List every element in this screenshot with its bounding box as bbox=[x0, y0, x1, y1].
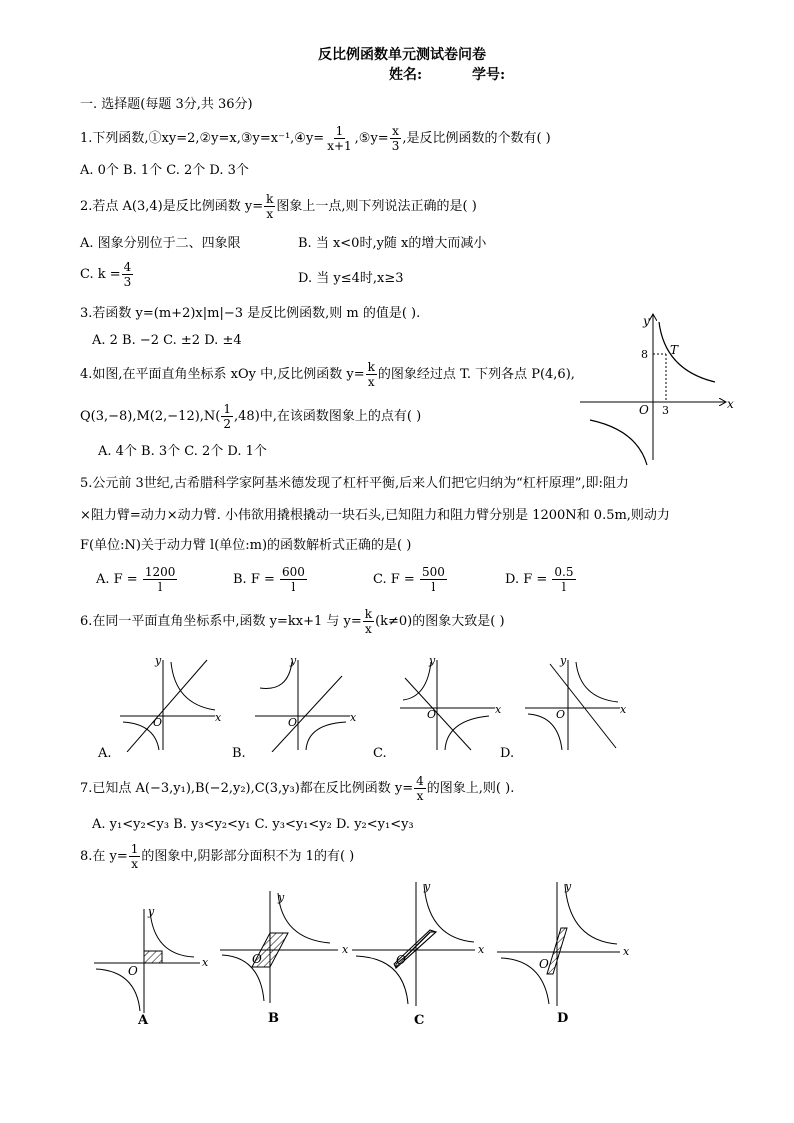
q4-x-label: x bbox=[727, 397, 734, 411]
page-title: 反比例函数单元测试卷问卷 bbox=[318, 47, 486, 63]
q5-optb-den: l bbox=[291, 580, 296, 594]
q6-label-c: C. bbox=[373, 746, 387, 761]
q6-label-a: A. bbox=[98, 746, 112, 761]
svg-text:O: O bbox=[288, 716, 298, 729]
q8-frac-num: 1 bbox=[130, 842, 139, 856]
q7-fraction bbox=[414, 774, 426, 803]
q2-option-c bbox=[80, 260, 134, 290]
q7-text-pre: 7.已知点 A(−3,y₁),B(−2,y₂),C(3,y₃)都在反比例函数 y= bbox=[80, 781, 414, 796]
q6-label-d: D. bbox=[500, 746, 515, 761]
q5-optb-fraction bbox=[280, 565, 307, 594]
q4-origin-label: O bbox=[639, 403, 649, 417]
q2-optc-fraction bbox=[122, 260, 134, 289]
q8-fraction bbox=[129, 842, 141, 871]
q8-graph-a bbox=[92, 895, 222, 1015]
q1-text-mid: ,⑤y= bbox=[354, 131, 389, 146]
svg-text:y: y bbox=[424, 880, 431, 893]
q1-text-post: ,是反比例函数的个数有( ) bbox=[402, 131, 551, 146]
q4-line-2 bbox=[80, 400, 421, 434]
q5-line-2: ×阻力臂=动力×动力臂. 小伟欲用撬根撬动一块石头,已知阻力和阻力臂分别是 1200N和 0.5m,则动力 bbox=[80, 508, 670, 523]
q5-optd-label: D. F = bbox=[505, 572, 548, 587]
q8-graph-c bbox=[350, 878, 490, 1008]
svg-text:y: y bbox=[278, 891, 285, 904]
q5-opta-fraction bbox=[143, 565, 178, 594]
question-1 bbox=[80, 122, 551, 156]
q8-text-pre: 8.在 y= bbox=[80, 849, 128, 864]
q5-option-c bbox=[373, 563, 448, 597]
svg-text:O: O bbox=[427, 708, 437, 721]
svg-text:x: x bbox=[495, 703, 502, 716]
name-label: 姓名: bbox=[389, 67, 423, 83]
q5-optb-label: B. F = bbox=[233, 572, 275, 587]
q1-text-pre: 1.下列函数,①xy=2,②y=x,③y=x⁻¹,④y= bbox=[80, 131, 325, 146]
q4-curve-q3 bbox=[590, 420, 647, 465]
q6-graph-c bbox=[395, 652, 505, 752]
q1-fraction-2 bbox=[390, 124, 402, 153]
q4-line2-den: 2 bbox=[223, 417, 232, 431]
svg-text:x: x bbox=[215, 711, 222, 724]
q1-fraction-1 bbox=[325, 124, 353, 153]
q2-optc-den: 3 bbox=[123, 275, 132, 289]
section-heading: 一. 选择题(每题 3分,共 36分) bbox=[80, 97, 253, 112]
q4-frac-den: x bbox=[367, 375, 375, 389]
question-2 bbox=[80, 192, 477, 222]
q8-label-c: C bbox=[414, 1013, 425, 1028]
q1-options: A. 0个 B. 1个 C. 2个 D. 3个 bbox=[80, 163, 249, 178]
q2-option-d: D. 当 y≤4时,x≥3 bbox=[298, 271, 404, 286]
q6-frac-den: x bbox=[365, 622, 372, 636]
q2-frac-num: k bbox=[266, 192, 274, 206]
q5-optb-num: 600 bbox=[282, 565, 305, 579]
question-4 bbox=[80, 358, 575, 392]
svg-text:y: y bbox=[290, 654, 297, 667]
svg-text:x: x bbox=[620, 703, 627, 716]
q5-optc-num: 500 bbox=[421, 565, 445, 579]
question-8 bbox=[80, 840, 354, 874]
q5-optc-den: l bbox=[431, 580, 436, 594]
q5-line-3: F(单位:N)关于动力臂 l(单位:m)的函数解析式正确的是( ) bbox=[80, 538, 412, 553]
q5-opta-label: A. F = bbox=[96, 572, 138, 587]
svg-text:x: x bbox=[478, 943, 485, 956]
question-6 bbox=[80, 605, 505, 639]
q4-options: A. 4个 B. 3个 C. 2个 D. 1个 bbox=[98, 444, 267, 459]
svg-text:y: y bbox=[148, 905, 155, 918]
svg-text:x: x bbox=[342, 943, 349, 956]
q6-text-post: (k≠0)的图象大致是( ) bbox=[375, 614, 505, 629]
q1-frac-den: x+1 bbox=[327, 139, 352, 153]
svg-text:O: O bbox=[128, 964, 138, 978]
q5-option-d bbox=[505, 563, 577, 597]
q6-label-b: B. bbox=[232, 746, 246, 761]
q5-optc-label: C. F = bbox=[373, 572, 415, 587]
q4-y-label: y bbox=[643, 314, 650, 328]
q4-frac-num: k bbox=[367, 360, 375, 374]
q8-label-b: B bbox=[268, 1011, 279, 1026]
q4-line2-post: ,48)中,在该函数图象上的点有( ) bbox=[234, 409, 422, 424]
q5-option-a bbox=[96, 563, 178, 597]
q2-text-pre: 2.若点 A(3,4)是反比例函数 y= bbox=[80, 199, 264, 214]
id-label: 学号: bbox=[472, 67, 506, 83]
q1-frac2-num: x bbox=[392, 124, 399, 138]
svg-text:y: y bbox=[155, 654, 162, 667]
svg-text:x: x bbox=[202, 956, 209, 969]
svg-text:x: x bbox=[623, 945, 630, 958]
svg-text:O: O bbox=[539, 957, 549, 971]
q4-text-pre: 4.如图,在平面直角坐标系 xOy 中,反比例函数 y= bbox=[80, 367, 365, 382]
q6-text-pre: 6.在同一平面直角坐标系中,函数 y=kx+1 与 y= bbox=[80, 614, 362, 629]
svg-text:O: O bbox=[252, 952, 262, 966]
q7-text-post: 的图象上,则( ). bbox=[426, 781, 515, 796]
q5-optd-num: 0.5 bbox=[554, 565, 574, 579]
svg-text:x: x bbox=[350, 711, 357, 724]
q8-text-post: 的图象中,阴影部分面积不为 1的有( ) bbox=[141, 849, 355, 864]
q8-frac-den: x bbox=[131, 857, 138, 871]
q2-text-post: 图象上一点,则下列说法正确的是( ) bbox=[276, 199, 477, 214]
q5-opta-den: l bbox=[158, 580, 163, 594]
question-7 bbox=[80, 772, 514, 806]
q2-option-a: A. 图象分别位于二、四象限 bbox=[80, 236, 241, 251]
q6-graph-b bbox=[250, 652, 360, 752]
svg-text:y: y bbox=[429, 654, 436, 667]
q8-graph-b bbox=[218, 885, 358, 1005]
q4-fraction bbox=[366, 360, 377, 389]
q3-options: A. 2 B. −2 C. ±2 D. ±4 bbox=[92, 333, 242, 348]
q7-frac-den: x bbox=[416, 789, 424, 803]
svg-text:O: O bbox=[396, 953, 406, 967]
svg-text:O: O bbox=[556, 708, 566, 721]
q4-t-label: T bbox=[670, 343, 679, 357]
q6-fraction bbox=[363, 607, 374, 636]
q2-fraction bbox=[264, 192, 275, 221]
q2-optc-pre: C. k = bbox=[80, 267, 121, 282]
q4-line2-pre: Q(3,−8),M(2,−12),N( bbox=[80, 409, 221, 424]
svg-text:y: y bbox=[560, 654, 567, 667]
q5-option-b bbox=[233, 563, 308, 597]
q5-optd-den: l bbox=[562, 580, 566, 594]
q5-optd-fraction bbox=[552, 565, 575, 594]
q1-frac2-den: 3 bbox=[391, 139, 400, 153]
q4-line2-fraction bbox=[221, 402, 233, 431]
question-3: 3.若函数 y=(m+2)x|m|−3 是反比例函数,则 m 的值是( ). bbox=[80, 306, 421, 321]
q6-graph-d bbox=[520, 652, 630, 752]
q5-optc-fraction bbox=[420, 565, 447, 594]
q6-graph-a bbox=[115, 652, 225, 752]
q4-curve-q1 bbox=[659, 322, 715, 382]
q8-graph-d bbox=[495, 878, 635, 1008]
q8-label-d: D bbox=[557, 1011, 569, 1026]
svg-text:y: y bbox=[565, 880, 572, 893]
q4-x-tick: 3 bbox=[662, 404, 669, 417]
q4-line2-num: 1 bbox=[223, 402, 232, 416]
q4-graph bbox=[575, 310, 745, 470]
q5-opta-num: 1200 bbox=[144, 565, 176, 579]
q2-option-b: B. 当 x<0时,y随 x的增大而减小 bbox=[298, 236, 487, 251]
svg-text:O: O bbox=[153, 716, 163, 729]
q5-line-1: 5.公元前 3世纪,古希腊科学家阿基米德发现了杠杆平衡,后来人们把它归纳为“杠杆原理”,即:阻力 bbox=[80, 476, 629, 491]
q2-optc-num: 4 bbox=[123, 260, 132, 274]
q4-y-tick: 8 bbox=[641, 348, 648, 361]
q8-label-a: A bbox=[138, 1013, 149, 1028]
q6-frac-num: k bbox=[364, 607, 373, 621]
q4-text-post: 的图象经过点 T. 下列各点 P(4,6), bbox=[377, 367, 575, 382]
q1-frac-num: 1 bbox=[335, 124, 344, 138]
q7-frac-num: 4 bbox=[416, 774, 424, 788]
q2-frac-den: x bbox=[266, 207, 274, 221]
q7-options: A. y₁<y₂<y₃ B. y₃<y₂<y₁ C. y₃<y₁<y₂ D. y₂<y₁<y₃ bbox=[92, 817, 414, 832]
